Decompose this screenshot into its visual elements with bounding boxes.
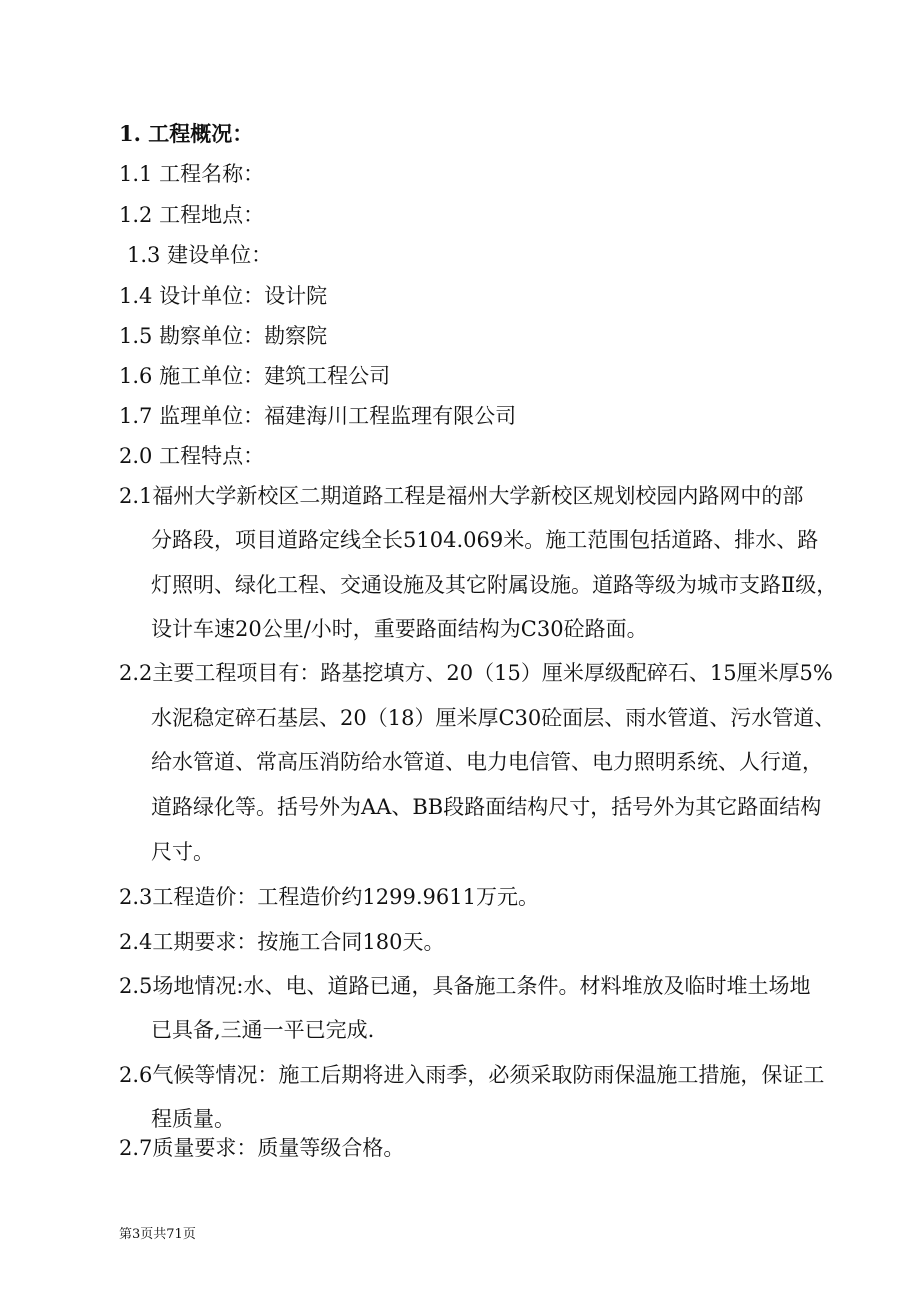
- item-1-6: 1.6 施工单位：建筑工程公司: [119, 364, 391, 388]
- para-2-1-line-3: 灯照明、绿化工程、交通设施及其它附属设施。道路等级为城市支路Ⅱ级，: [151, 573, 838, 597]
- para-2-1-line-2: 分路段，项目道路定线全长5104.069米。施工范围包括道路、排水、路: [151, 528, 819, 552]
- para-2-2-line-2: 水泥稳定碎石基层、20（18）厘米厚C30砼面层、雨水管道、污水管道、: [151, 706, 836, 730]
- para-2-7: 2.7质量要求：质量等级合格。: [119, 1136, 405, 1160]
- para-2-4: 2.4工期要求：按施工合同180天。: [119, 930, 445, 954]
- item-1-5: 1.5 勘察单位：勘察院: [119, 324, 328, 348]
- item-1-4: 1.4 设计单位：设计院: [119, 284, 328, 308]
- para-2-2-line-1: 2.2主要工程项目有：路基挖填方、20（15）厘米厚级配碎石、15厘米厚5%: [119, 661, 833, 685]
- para-2-6-line-1: 2.6气候等情况：施工后期将进入雨季，必须采取防雨保温施工措施，保证工: [119, 1063, 825, 1087]
- para-2-6-line-2: 程质量。: [151, 1107, 235, 1131]
- item-1-1: 1.1 工程名称：: [119, 162, 265, 186]
- item-2-0: 2.0 工程特点：: [119, 444, 265, 468]
- page-number-footer: 第3页共71页: [119, 1227, 196, 1242]
- item-1-2: 1.2 工程地点：: [119, 203, 265, 227]
- para-2-1-line-1: 2.1福州大学新校区二期道路工程是福州大学新校区规划校园内路网中的部: [119, 484, 804, 508]
- para-2-5-line-1: 2.5场地情况:水、电、道路已通，具备施工条件。材料堆放及临时堆土场地: [119, 974, 811, 998]
- para-2-2-line-5: 尺寸。: [151, 840, 214, 864]
- para-2-2-line-3: 给水管道、常高压消防给水管道、电力电信管、电力照明系统、人行道，: [151, 750, 823, 774]
- para-2-1-line-4: 设计车速20公里/小时，重要路面结构为C30砼路面。: [151, 617, 648, 641]
- item-1-3: 1.3 建设单位：: [127, 243, 273, 267]
- section-heading: 1. 工程概况：: [119, 121, 254, 146]
- para-2-3: 2.3工程造价：工程造价约1299.9611万元。: [119, 885, 539, 909]
- para-2-5-line-2: 已具备,三通一平已完成.: [151, 1018, 375, 1042]
- item-1-7: 1.7 监理单位：福建海川工程监理有限公司: [119, 404, 517, 428]
- para-2-2-line-4: 道路绿化等。括号外为AA、BB段路面结构尺寸，括号外为其它路面结构: [151, 795, 822, 819]
